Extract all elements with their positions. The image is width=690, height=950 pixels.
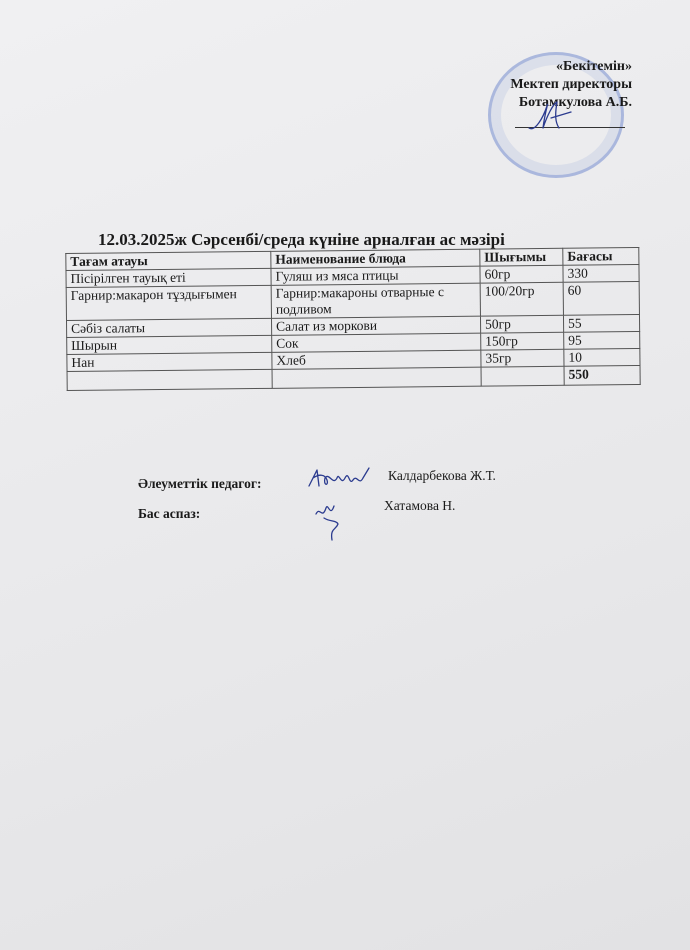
social-pedagogue-name: Калдарбекова Ж.Т.	[388, 468, 496, 483]
cell: Сок	[272, 333, 481, 352]
head-cook-label: Бас аспаз:	[138, 506, 201, 521]
cell	[481, 366, 564, 386]
cell: Гарнир:макароны отварные с подливом	[271, 283, 480, 318]
cell: 100/20гр	[480, 282, 563, 316]
cell	[272, 367, 481, 388]
cell: 60гр	[480, 265, 563, 283]
cell: 95	[564, 331, 640, 349]
header-cell: Наименование блюда	[271, 249, 480, 268]
cell	[67, 369, 272, 390]
cell: 55	[563, 314, 639, 332]
cell: Сәбіз салаты	[67, 318, 272, 337]
cell: Гарнир:макарон тұздығымен	[66, 285, 271, 320]
header-cell: Тағам атауы	[66, 251, 271, 270]
cell: 150гр	[481, 332, 564, 350]
header-cell: Шығымы	[480, 248, 563, 266]
menu-table	[65, 247, 640, 391]
cell: Хлеб	[272, 350, 481, 369]
cell: Пісірілген тауық еті	[66, 268, 271, 287]
approval-position: Мектеп директоры	[510, 77, 632, 92]
header-cell: Бағасы	[563, 248, 639, 266]
cell: Шырын	[67, 335, 272, 354]
cell: 330	[563, 265, 639, 283]
cell: Салат из моркови	[271, 316, 480, 335]
head-cook-name: Хатамова Н.	[384, 498, 456, 513]
cell: Гуляш из мяса птицы	[271, 266, 480, 285]
cell: 60	[563, 282, 639, 316]
head-cook-signature	[310, 496, 350, 542]
cell: Нан	[67, 352, 272, 371]
social-pedagogue-signature	[305, 464, 375, 492]
social-pedagogue-label: Әлеуметтік педагог:	[138, 476, 262, 491]
cell: 35гр	[481, 349, 564, 367]
approval-name: Ботамкулова А.Б.	[518, 95, 632, 110]
director-signature	[525, 98, 575, 138]
cell: 10	[564, 348, 640, 366]
total-value: 550	[564, 365, 640, 385]
cell: 50гр	[480, 315, 563, 333]
approval-title: «Бекітемін»	[555, 59, 632, 74]
menu-title: 12.03.2025ж Сәрсенбі/среда күніне арналған ас мәзірі	[98, 230, 505, 249]
